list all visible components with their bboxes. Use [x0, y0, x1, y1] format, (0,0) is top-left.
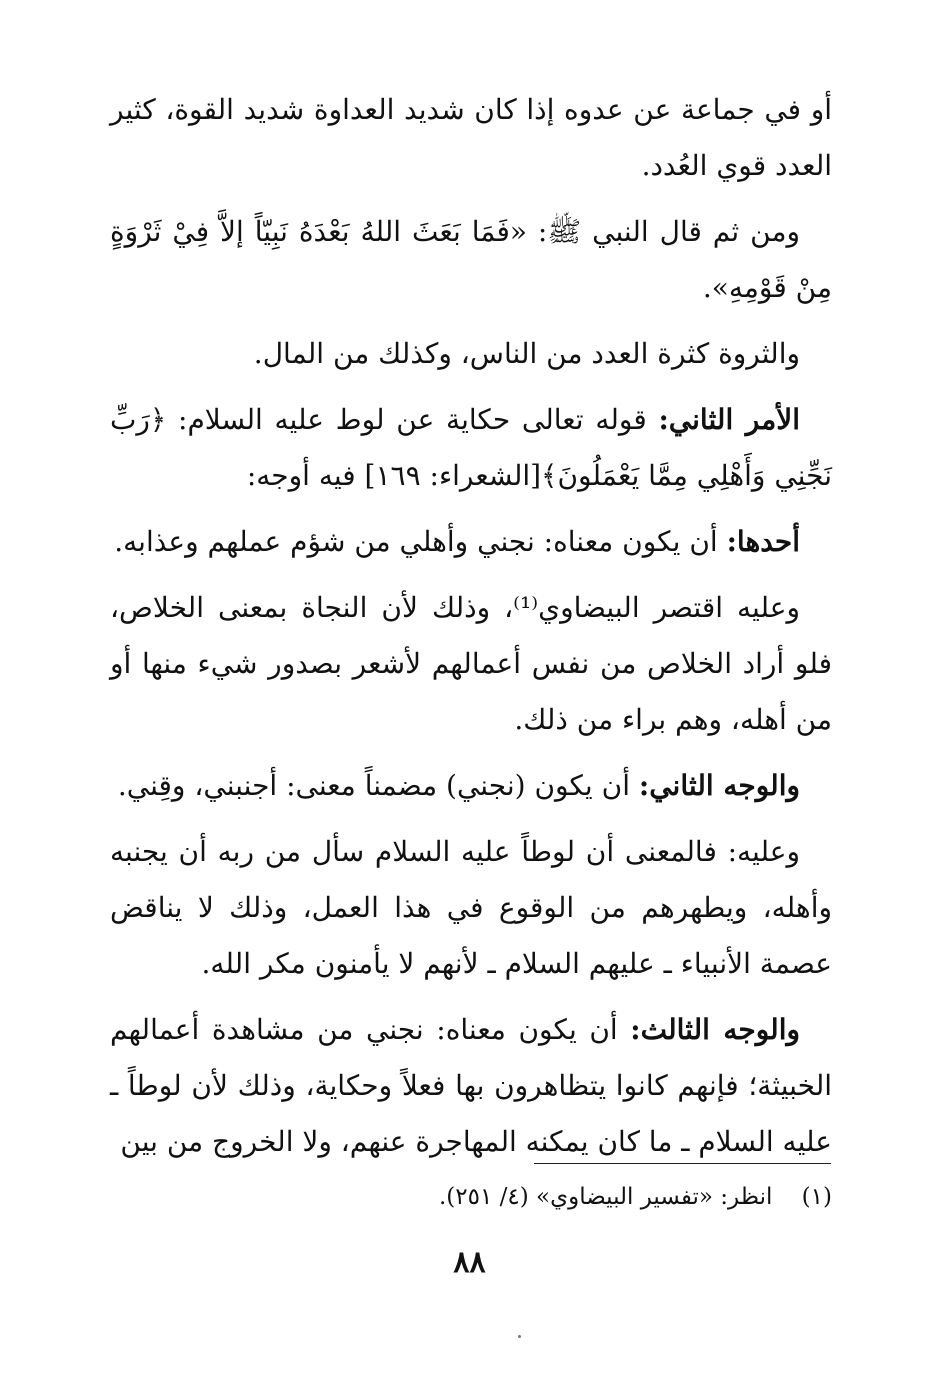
main-text — [110, 82, 832, 1180]
paragraph-7-body: أن يكون (نجني) مضمناً معنى: أجنبني، وقِني. — [117, 769, 639, 802]
paragraph-6-body: وعليه اقتصر البيضاوي⁽¹⁾، وذلك لأن النجاة بمعنى الخلاص، فلو أراد الخلاص من نفس أعمالهم لأشعر بصدور شيء منها أو من أهله، وهم براء من ذلك. — [110, 591, 832, 736]
paragraph-4 — [110, 392, 832, 504]
paragraph-9 — [110, 1002, 832, 1170]
paragraph-8 — [110, 824, 832, 992]
paragraph-4-body: قوله تعالى حكاية عن لوط عليه السلام: ﴿رَبِّ نَجِّنِي وَأَهْلِي مِمَّا يَعْمَلُونَ﴾[الشعراء: ١٦٩] فيه أوجه: — [110, 403, 832, 492]
paragraph-8-body: وعليه: فالمعنى أن لوطاً عليه السلام سأل من ربه أن يجنبه وأهله، ويطهرهم من الوقوع في هذا العمل، وذلك لا يناقض عصمة الأنبياء ـ عليهم السلام ـ لأنهم لا يأمنون مكر الله. — [110, 835, 832, 980]
paragraph-9-body: أن يكون معناه: نجني من مشاهدة أعمالهم الخبيثة؛ فإنهم كانوا يتظاهرون بها فعلاً وحكاية، وذلك لأن لوطاً ـ عليه السلام ـ ما كان يمكنه المهاجرة عنهم، ولا الخروج من بين — [110, 1013, 832, 1158]
paragraph-7-lead: والوجه الثاني: — [638, 769, 800, 802]
footnote-marker: (١) — [801, 1184, 832, 1210]
paragraph-5 — [110, 514, 832, 570]
paragraph-2-body: ومن ثم قال النبي ﷺ: «فَمَا بَعَثَ اللهُ بَعْدَهُ نَبِيّاً إلاَّ فِيْ ثَرْوَةٍ مِنْ قَوْمِهِ». — [110, 215, 832, 304]
paragraph-1 — [110, 82, 832, 194]
paragraph-9-lead: والوجه الثالث: — [630, 1013, 800, 1046]
paragraph-1-body: أو في جماعة عن عدوه إذا كان شديد العداوة شديد القوة، كثير العدد قوي العُدد. — [110, 93, 832, 182]
footnote-divider — [534, 1163, 831, 1164]
paragraph-5-body: أن يكون معناه: نجني وأهلي من شؤم عملهم وعذابه. — [114, 525, 727, 558]
paragraph-2 — [110, 204, 832, 316]
paragraph-6 — [110, 580, 832, 748]
paragraph-4-lead: الأمر الثاني: — [658, 403, 801, 436]
footnote-text: انظر: «تفسير البيضاوي» (٤/ ٢٥١). — [438, 1184, 773, 1210]
paragraph-3-body: والثروة كثرة العدد من الناس، وكذلك من المال. — [253, 337, 800, 370]
footnote — [110, 1180, 832, 1214]
paragraph-7 — [110, 758, 832, 814]
page-number: ٨٨ — [453, 1245, 486, 1280]
scan-speck — [518, 1335, 521, 1338]
paragraph-3 — [110, 326, 832, 382]
paragraph-5-lead: أحدها: — [726, 525, 800, 558]
